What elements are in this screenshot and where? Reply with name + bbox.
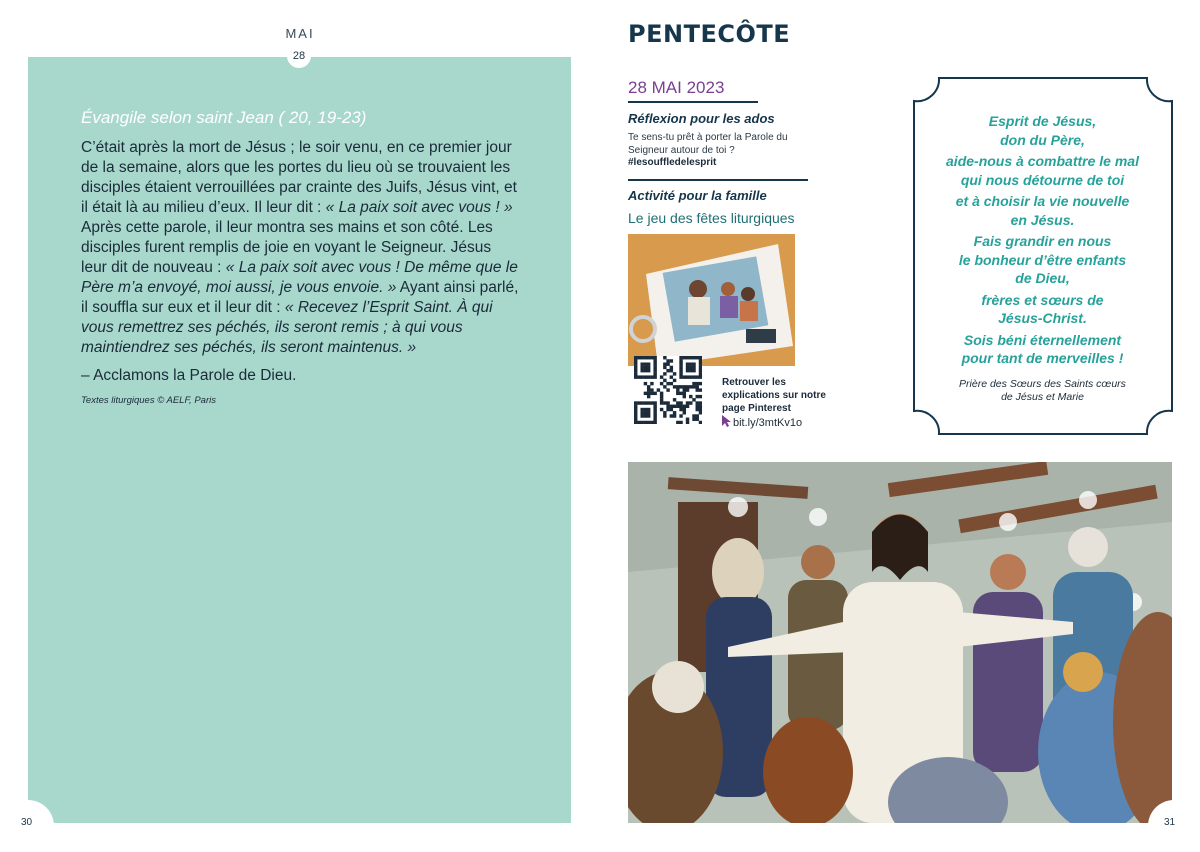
feast-title: PENTECÔTE bbox=[628, 20, 791, 48]
gospel-segment: Ayant ainsi parlé, il souffla sur eux et il leur dit : bbox=[81, 279, 519, 316]
feast-date: 28 MAI 2023 bbox=[628, 78, 725, 97]
prayer-line: qui nous détourne de toi bbox=[960, 171, 1125, 188]
gospel-segment: « La paix soit avec vous ! » bbox=[325, 199, 513, 216]
gospel-title: Évangile selon saint Jean ( 20, 19-23) bbox=[81, 108, 367, 127]
prayer-line: le bonheur d’être enfants bbox=[958, 251, 1127, 268]
prayer-line: Jésus-Christ. bbox=[998, 310, 1087, 326]
gospel-segment: « La paix soit avec vous ! De même que le Père m’a envoyé, moi aussi, je vous envoie. » bbox=[81, 259, 518, 296]
prayer-line: aide-nous à combattre le mal bbox=[946, 153, 1139, 169]
famille-activity: Le jeu des fêtes liturgiques bbox=[628, 210, 795, 226]
famille-heading: Activité pour la famille bbox=[628, 188, 767, 203]
prayer-line: et à choisir la vie nouvelle bbox=[955, 193, 1130, 209]
prayer-line: Sois béni éternellement bbox=[963, 331, 1122, 348]
cursor-arrow-icon bbox=[722, 415, 731, 427]
ados-heading: Réflexion pour les ados bbox=[628, 111, 775, 126]
page-number-left: 30 bbox=[21, 817, 33, 828]
page-number-right: 31 bbox=[1164, 817, 1176, 828]
liturgical-credits: Textes liturgiques © AELF, Paris bbox=[81, 395, 216, 406]
prayer-line: Esprit de Jésus, bbox=[988, 113, 1097, 129]
divider bbox=[628, 101, 758, 103]
prayer-line: de Dieu, bbox=[1015, 270, 1070, 286]
prayer-credit-line: de Jésus et Marie bbox=[1001, 390, 1084, 403]
prayer-line: en Jésus. bbox=[1010, 211, 1075, 228]
gospel-segment: « Recevez l’Esprit Saint. À qui vous remettrez ses péchés, ils seront remis ; à qui vous maintiendrez ses péchés, ils seront maintenus. » bbox=[81, 299, 493, 356]
month-label: MAI bbox=[285, 26, 315, 41]
qr-code-icon[interactable] bbox=[634, 356, 702, 424]
ados-hashtag: #lesouffledelesprit bbox=[628, 157, 717, 168]
gospel-text bbox=[81, 138, 521, 358]
pinterest-text: Retrouver les explications sur notre page Pinterest bbox=[722, 377, 826, 414]
prayer-line: don du Père, bbox=[1000, 131, 1085, 148]
pentecost-illustration bbox=[628, 462, 1172, 823]
gospel-segment: C’était après la mort de Jésus ; le soir venu, en ce premier jour de la semaine, alors que les portes du lieu où se trouvaient les disciples étaient verrouillées par crainte des Juifs, Jésus vint, et il était là au milieu d’eux. Il leur dit : bbox=[81, 139, 517, 216]
divider bbox=[628, 179, 808, 181]
day-number: 28 bbox=[287, 44, 311, 68]
prayer-line: pour tant de merveilles ! bbox=[961, 350, 1124, 366]
gospel-segment: Après cette parole, il leur montra ses mains et son côté. Les disciples furent remplis de joie en voyant le Seigneur. Jésus leur dit de nouveau : bbox=[81, 219, 493, 276]
prayer-line: frères et sœurs de bbox=[981, 291, 1104, 308]
prayer-credit bbox=[930, 378, 1155, 404]
prayer-line: Fais grandir en nous bbox=[973, 233, 1112, 249]
prayer-credit-line: Prière des Sœurs des Saints cœurs bbox=[959, 377, 1126, 390]
ados-question: Te sens-tu prêt à porter la Parole du Seigneur autour de toi ? bbox=[628, 132, 788, 156]
pinterest-url[interactable]: bit.ly/3mtKv1o bbox=[733, 417, 803, 429]
pinterest-link[interactable] bbox=[722, 415, 802, 429]
prayer bbox=[930, 112, 1155, 404]
activity-photo bbox=[628, 234, 795, 366]
acclamation: – Acclamons la Parole de Dieu. bbox=[81, 367, 297, 384]
prayer-lines bbox=[930, 112, 1155, 368]
